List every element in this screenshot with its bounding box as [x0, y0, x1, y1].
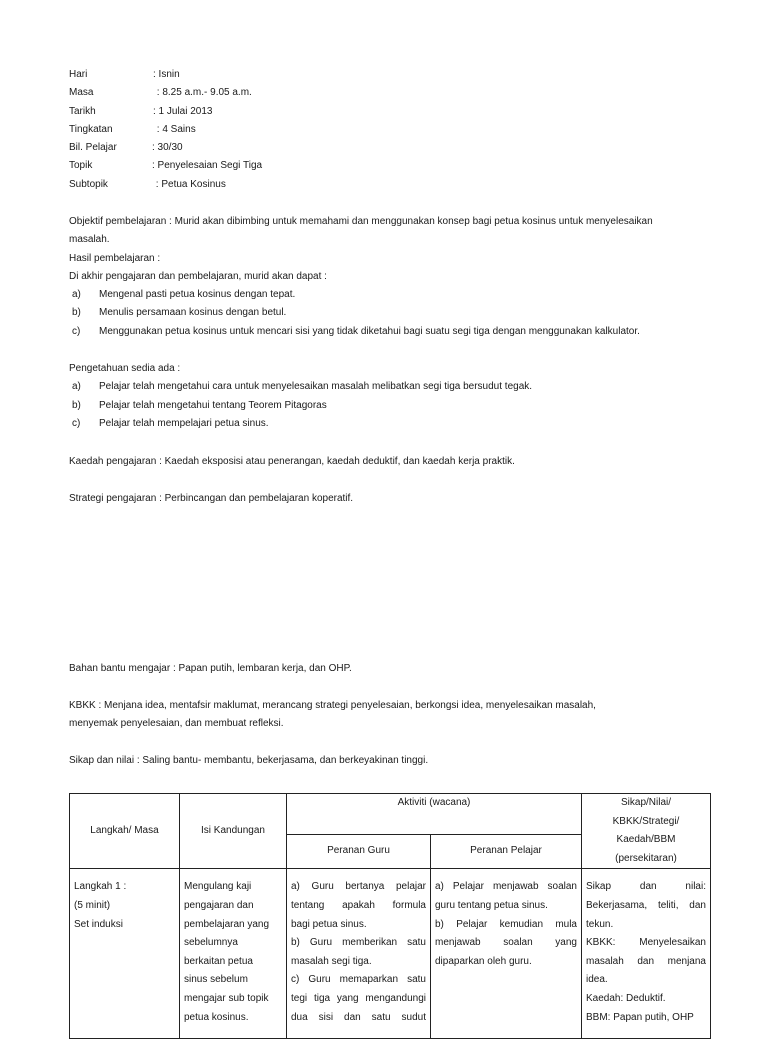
cell-line: BBM: Papan putih, OHP [586, 1011, 694, 1023]
header-label: Tarikh [69, 105, 96, 117]
cell-line: dua sisi dan satu sudut [291, 1011, 426, 1023]
header-value: : 4 Sains [154, 123, 196, 135]
th-peranan-pelajar: Peranan Pelajar [431, 834, 582, 868]
th-isi: Isi Kandungan [180, 794, 287, 869]
hasil-item [69, 323, 699, 341]
header-row-hari [69, 66, 369, 84]
pengetahuan-text: Pelajar telah mengetahui cara untuk menyelesaikan masalah melibatkan segi tiga bersudut tegak. [99, 381, 533, 393]
cell-sikap [582, 869, 711, 1039]
objektif-line: masalah. [69, 234, 110, 246]
header-row-tarikh [69, 103, 369, 121]
cell-line: tentang apakah formula [291, 899, 426, 911]
hasil-marker: b) [72, 307, 81, 319]
cell-line: bagi petua sinus. [291, 918, 367, 930]
cell-line: Langkah 1 : [74, 881, 127, 893]
cell-line: berkaitan petua [184, 955, 253, 967]
hasil-text: Menggunakan petua kosinus untuk mencari sisi yang tidak diketahui bagi suatu segi tiga dengan menggunakan kalkulator. [99, 325, 640, 337]
cell-line: masalah dan menjana [586, 955, 706, 967]
cell-line: petua kosinus. [184, 1011, 249, 1023]
th-sikap [582, 794, 711, 869]
pengetahuan-item [69, 415, 699, 433]
header-value: : 30/30 [152, 142, 183, 154]
cell-line: pembelajaran yang [184, 918, 270, 930]
cell-line: sinus sebelum [184, 974, 248, 986]
hasil-title: Hasil pembelajaran : [69, 252, 161, 264]
header-value: : Penyelesaian Segi Tiga [152, 160, 263, 172]
cell-line: pengajaran dan [184, 899, 254, 911]
cell-line: menjawab soalan yang [435, 937, 577, 949]
th-sikap-line: Kaedah/BBM [616, 834, 676, 846]
hasil-marker: c) [72, 325, 81, 337]
header-label: Tingkatan [69, 123, 113, 135]
cell-isi [180, 869, 287, 1039]
cell-line: Mengulang kaji [184, 881, 252, 893]
kbkk-line: KBKK : Menjana idea, mentafsir maklumat, merancang strategi penyelesaian, berkongsi idea, menyelesaikan masalah, [69, 700, 596, 711]
cell-langkah [70, 869, 180, 1039]
hasil-item [69, 304, 699, 322]
cell-line: Set induksi [74, 918, 123, 930]
pengetahuan-title: Pengetahuan sedia ada : [69, 363, 181, 374]
hasil-text: Mengenal pasti petua kosinus dengan tepat. [99, 289, 296, 301]
cell-line: b) Pelajar kemudian mula [435, 918, 577, 930]
header-value: : Isnin [153, 69, 180, 80]
header-row-topik [69, 157, 369, 175]
activity-table [69, 793, 711, 1039]
th-sikap-line: KBKK/Strategi/ [612, 815, 680, 827]
header-row-bil-pelajar [69, 139, 369, 157]
cell-line: a) Guru bertanya pelajar [291, 881, 426, 893]
header-label: Bil. Pelajar [69, 142, 117, 154]
pengetahuan-item [69, 378, 699, 396]
header-label: Masa [69, 87, 94, 99]
kbkk-section [69, 697, 697, 734]
pengetahuan-marker: b) [72, 399, 81, 411]
header-row-tingkatan [69, 121, 369, 139]
pengetahuan-section [69, 360, 699, 433]
header-row-subtopik [69, 176, 369, 194]
header-value: : Petua Kosinus [153, 178, 226, 190]
objektif-line: Objektif pembelajaran : Murid akan dibimbing untuk memahami dan menggunakan konsep bagi petua kosinus untuk menyelesaikan [69, 216, 653, 227]
cell-line: dipaparkan oleh guru. [435, 955, 532, 967]
cell-line: mengajar sub topik [184, 992, 269, 1004]
cell-line: idea. [586, 974, 608, 986]
pengetahuan-text: Pelajar telah mengetahui tentang Teorem Pitagoras [99, 399, 327, 411]
hasil-item [69, 286, 699, 304]
cell-peranan-pelajar [431, 869, 582, 1039]
bahan-bantu: Bahan bantu mengajar : Papan putih, lembaran kerja, dan OHP. [69, 663, 352, 674]
hasil-marker: a) [72, 289, 81, 301]
cell-line: masalah segi tiga. [291, 955, 372, 967]
th-aktiviti: Aktiviti (wacana) [287, 794, 582, 835]
cell-line: tegi tiga yang mengandungi [291, 992, 426, 1004]
th-sikap-line: (persekitaran) [615, 852, 677, 864]
cell-line: guru tentang petua sinus. [435, 899, 548, 911]
pengetahuan-text: Pelajar telah mempelajari petua sinus. [99, 417, 269, 429]
cell-line: Bekerjasama, teliti, dan [586, 899, 706, 911]
sikap-nilai: Sikap dan nilai : Saling bantu- membantu, bekerjasama, dan berkeyakinan tinggi. [69, 755, 429, 766]
header-row-masa [69, 84, 369, 102]
header-value: : 1 Julai 2013 [153, 105, 213, 117]
header-label: Subtopik [69, 178, 108, 190]
header-value: : 8.25 a.m.- 9.05 a.m. [154, 87, 252, 99]
header-label: Topik [69, 160, 93, 172]
cell-line: KBKK: Menyelesaikan [586, 937, 706, 949]
pengetahuan-marker: c) [72, 417, 81, 429]
objektif-section [69, 213, 699, 341]
kbkk-line: menyemak penyelesaian, dan membuat refleksi. [69, 718, 284, 730]
cell-line: c) Guru memaparkan satu [291, 974, 426, 986]
strategi-pengajaran: Strategi pengajaran : Perbincangan dan pembelajaran koperatif. [69, 493, 354, 504]
th-langkah: Langkah/ Masa [70, 794, 180, 869]
kaedah-pengajaran: Kaedah pengajaran : Kaedah eksposisi atau penerangan, kaedah deduktif, dan kaedah kerja praktik. [69, 456, 515, 467]
cell-line: a) Pelajar menjawab soalan [435, 881, 577, 893]
lesson-header [69, 66, 369, 194]
cell-line: Kaedah: Deduktif. [586, 992, 666, 1004]
header-label: Hari [69, 69, 88, 80]
cell-line: Sikap dan nilai: [586, 881, 706, 893]
cell-line: (5 minit) [74, 899, 111, 911]
th-peranan-guru: Peranan Guru [287, 834, 431, 868]
th-sikap-line: Sikap/Nilai/ [620, 797, 672, 808]
pengetahuan-item [69, 397, 699, 415]
hasil-text: Menulis persamaan kosinus dengan betul. [99, 307, 287, 319]
cell-peranan-guru [287, 869, 431, 1039]
cell-line: tekun. [586, 918, 614, 930]
cell-line: b) Guru memberikan satu [291, 937, 426, 949]
cell-line: sebelumnya [184, 937, 238, 949]
hasil-intro: Di akhir pengajaran dan pembelajaran, murid akan dapat : [69, 270, 327, 282]
pengetahuan-marker: a) [72, 381, 81, 393]
